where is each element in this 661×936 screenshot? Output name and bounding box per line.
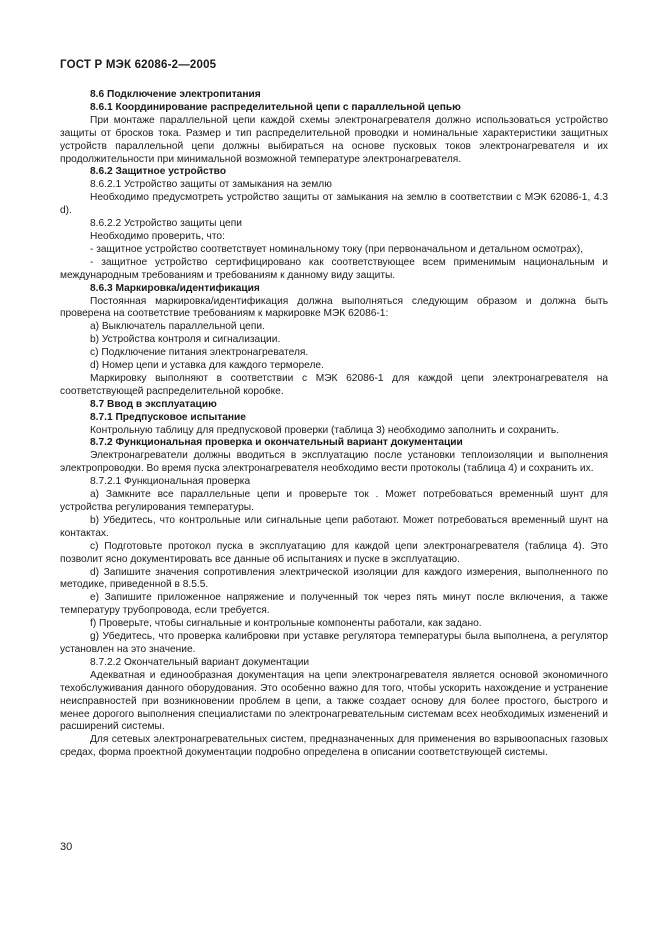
paragraph: Адекватная и единообразная документация на цепи электронагревателя является основой экономичного техобслуживания данного оборудования. Это особенно важно для того, чтобы ускорить нахождение и устранение неисправностей при возникновении проблем в цепи, а также создает основу для более простого, быстрого и менее дорогого выполнения специалистами по электронагревательным системам всех необходимых изменений и расширений системы. xyxy=(60,669,608,733)
list-item: - защитное устройство сертифицировано как соответствующее всем применимым национальным и международным требованиям и требованиям к данному виду защиты. xyxy=(60,256,608,281)
page-number: 30 xyxy=(60,841,73,853)
section-heading: 8.7.2 Функциональная проверка и окончательный вариант документации xyxy=(90,437,463,449)
paragraph: 8.6.2.2 Устройство защиты цепи xyxy=(90,218,242,230)
paragraph: Необходимо проверить, что: xyxy=(90,230,225,242)
section-heading: 8.6.3 Маркировка/идентификация xyxy=(90,282,260,294)
paragraph: 8.7.2.2 Окончательный вариант документации xyxy=(90,656,310,668)
section-heading: 8.6.1 Координирование распределительной цепи с параллельной цепью xyxy=(90,101,461,113)
paragraph: При монтаже параллельной цепи каждой схемы электронагревателя должно использоваться устройство защиты от бросков тока. Размер и тип распределительной проводки и номинальные характеристики защитных устройств параллельной цепи должны выбираться на основе пусковых токов электронагревателя и их продолжительности при минимальной возможной температуре электронагревателя. xyxy=(60,114,608,165)
paragraph: Маркировку выполняют в соответствии с МЭК 62086-1 для каждой цепи электронагревателя на соответствующей распределительной коробке. xyxy=(60,372,608,397)
list-item: - защитное устройство соответствует номинальному току (при первоначальном и детальном осмотрах), xyxy=(90,243,584,255)
list-item: b) Убедитесь, что контрольные или сигнальные цепи работают. Может потребоваться временный шунт на контактах. xyxy=(60,514,608,539)
list-item: g) Убедитесь, что проверка калибровки при уставке регулятора температуры была выполнена, а регулятор установлен на это значение. xyxy=(60,631,608,655)
list-item: a) Замкните все параллельные цепи и проверьте ток . Может потребоваться временный шунт для устройства регулирования температуры. xyxy=(60,489,608,513)
document-header: ГОСТ Р МЭК 62086-2—2005 xyxy=(60,59,217,71)
paragraph: Для сетевых электронагревательных систем, предназначенных для применения во взрывоопасных газовых средах, форма проектной документации подробно определена в описании соответствующей системы. xyxy=(60,734,608,759)
list-item: b) Устройства контроля и сигнализации. xyxy=(90,334,281,346)
list-item: d) Номер цепи и уставка для каждого термореле. xyxy=(90,360,324,372)
list-item: c) Подключение питания электронагревателя. xyxy=(90,347,309,359)
list-item: f) Проверьте, чтобы сигнальные и контрольные компоненты работали, как задано. xyxy=(90,618,482,630)
document-body xyxy=(60,89,608,760)
paragraph: Необходимо предусмотреть устройство защиты от замыкания на землю в соответствии с МЭК 62086-1, 4.3 d). xyxy=(60,192,608,217)
section-heading: 8.7 Ввод в эксплуатацию xyxy=(90,398,217,410)
list-item: d) Запишите значения сопротивления электрической изоляции для каждого измерения, выполненного по методике, приведенной в 8.5.5. xyxy=(60,566,608,591)
list-item: e) Запишите приложенное напряжение и полученный ток через пять минут после включения, а также температуру трубопровода, если требуется. xyxy=(60,592,608,617)
section-heading: 8.7.1 Предпусковое испытание xyxy=(90,411,246,423)
section-heading: 8.6 Подключение электропитания xyxy=(90,89,261,100)
paragraph: 8.7.2.1 Функциональная проверка xyxy=(90,476,251,488)
paragraph: Контрольную таблицу для предпусковой проверки (таблица 3) необходимо заполнить и сохранить. xyxy=(90,424,560,436)
list-item: a) Выключатель параллельной цепи. xyxy=(90,321,265,333)
section-heading: 8.6.2 Защитное устройство xyxy=(90,166,227,178)
paragraph: Электронагреватели должны вводиться в эксплуатацию после установки теплоизоляции и выполнения электропроводки. Во время пуска электронагревателя необходимо вести протоколы (таблица 4) и сохранить их. xyxy=(60,450,608,475)
paragraph: 8.6.2.1 Устройство защиты от замыкания на землю xyxy=(90,179,332,191)
paragraph: Постоянная маркировка/идентификация должна выполняться следующим образом и должна быть проверена на соответствие требованиям к маркировке МЭК 62086-1: xyxy=(60,295,608,320)
list-item: c) Подготовьте протокол пуска в эксплуатацию для каждой цепи электронагревателя (таблица 4). Это позволит ясно документировать все данные об испытаниях и пуске в эксплуатацию. xyxy=(60,540,608,565)
